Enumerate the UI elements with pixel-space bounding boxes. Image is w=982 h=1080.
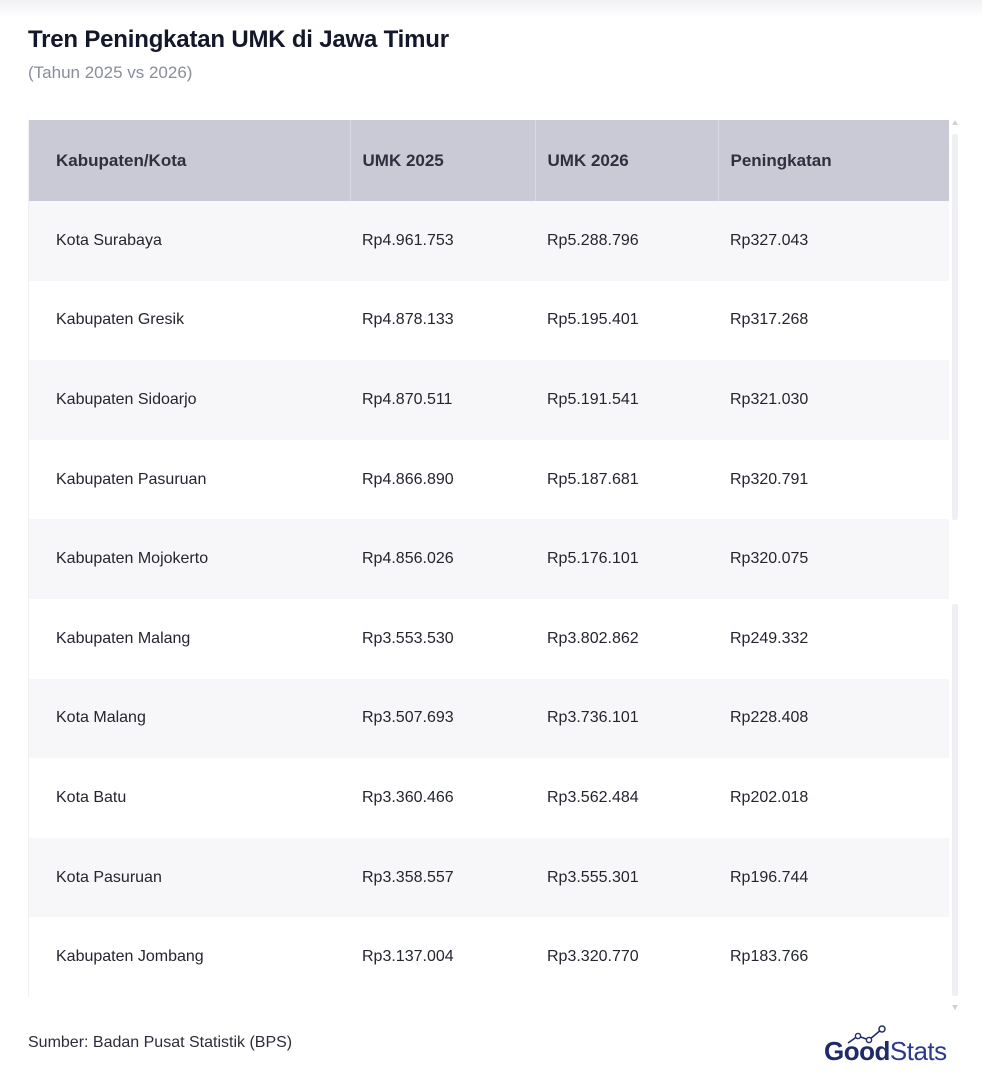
table-row [29,440,949,520]
logo-stats-text: Stats [889,1036,947,1066]
vertical-scrollbar[interactable] [951,120,959,1010]
column-header: UMK 2026 [535,120,718,201]
region-cell: Kota Pasuruan [56,868,162,886]
scrollbar-thumb[interactable] [952,134,958,520]
value-cell: Rp3.137.004 [362,948,454,966]
goodstats-logo [824,1024,964,1068]
table-row [29,917,949,997]
table-header-row [29,120,949,201]
value-cell: Rp3.562.484 [547,788,639,806]
value-cell: Rp202.018 [730,788,809,806]
logo-good-text: Good [824,1036,890,1066]
value-cell: Rp320.075 [730,550,809,568]
column-header: Kabupaten/Kota [29,120,350,201]
value-cell: Rp3.553.530 [362,629,454,647]
top-shade [0,0,982,18]
value-cell: Rp228.408 [730,709,809,727]
region-cell: Kabupaten Malang [56,629,191,647]
value-cell: Rp3.507.693 [362,709,454,727]
chart-subtitle: (Tahun 2025 vs 2026) [28,63,193,82]
value-cell: Rp317.268 [730,311,809,329]
region-cell: Kabupaten Gresik [56,311,185,329]
region-cell: Kabupaten Mojokerto [56,550,209,568]
column-header: UMK 2025 [350,120,535,201]
value-cell: Rp5.187.681 [547,470,639,488]
region-cell: Kabupaten Pasuruan [56,470,207,488]
value-cell: Rp4.870.511 [362,390,453,408]
region-cell: Kabupaten Jombang [56,948,204,966]
chart-title: Tren Peningkatan UMK di Jawa Timur [28,26,449,53]
table-row [29,599,949,679]
value-cell: Rp249.332 [730,629,809,647]
value-cell: Rp5.191.541 [547,390,639,408]
value-cell: Rp5.176.101 [547,550,639,568]
table-row [29,679,949,759]
value-cell: Rp196.744 [730,868,809,886]
region-cell: Kota Batu [56,788,127,806]
source-note: Sumber: Badan Pusat Statistik (BPS) [28,1034,293,1051]
region-cell: Kota Malang [56,709,146,727]
table-row [29,281,949,361]
value-cell: Rp4.961.753 [362,231,454,249]
table-row [29,838,949,918]
region-cell: Kabupaten Sidoarjo [56,390,197,408]
value-cell: Rp3.360.466 [362,788,454,806]
value-cell: Rp321.030 [730,390,809,408]
table-row [29,758,949,838]
scroll-up-arrow-icon[interactable] [952,120,958,125]
data-table-container[interactable] [28,120,948,997]
table-row [29,201,949,281]
value-cell: Rp3.320.770 [547,948,639,966]
value-cell: Rp183.766 [730,948,809,966]
umk-table [29,120,949,997]
value-cell: Rp3.736.101 [547,709,639,727]
scroll-down-arrow-icon[interactable] [952,1005,958,1010]
table-row [29,360,949,440]
value-cell: Rp4.878.133 [362,311,454,329]
value-cell: Rp3.802.862 [547,629,639,647]
value-cell: Rp3.555.301 [547,868,639,886]
value-cell: Rp5.288.796 [547,231,639,249]
value-cell: Rp4.856.026 [362,550,454,568]
scrollbar-thumb[interactable] [952,604,958,996]
region-cell: Kota Surabaya [56,231,162,249]
value-cell: Rp3.358.557 [362,868,454,886]
value-cell: Rp320.791 [730,470,809,488]
table-body [29,201,949,997]
value-cell: Rp5.195.401 [547,311,639,329]
value-cell: Rp4.866.890 [362,470,454,488]
table-row [29,519,949,599]
value-cell: Rp327.043 [730,231,809,249]
column-header: Peningkatan [730,150,832,170]
logo-wordmark [824,1037,947,1065]
